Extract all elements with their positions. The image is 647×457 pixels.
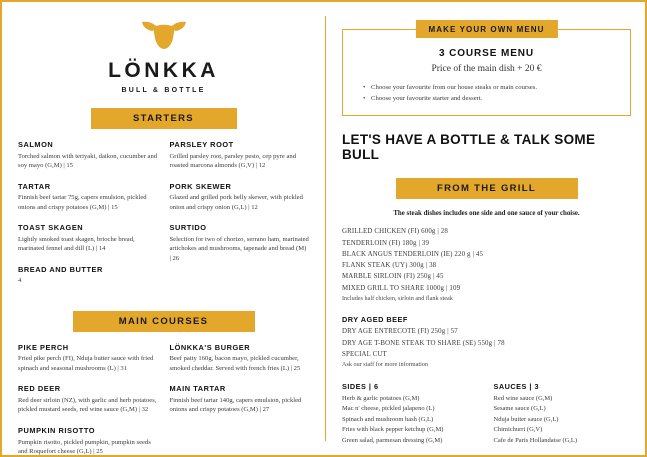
right-column — [326, 2, 645, 455]
course-menu-price: Price of the main dish + 20 € — [431, 64, 542, 74]
course-bullet: • Choose your favourite starter and dessert. — [363, 94, 616, 105]
sauce-item: Cafe de Paris Hollandaise (G,L) — [493, 436, 578, 444]
menu-item — [18, 223, 158, 254]
sauce-item: Nduja butter sauce (G,L) — [493, 415, 559, 423]
item-name: BREAD AND BUTTER — [18, 264, 103, 274]
item-description: Pumpkin risotto, pickled pumpkin, pumpkin seeds and Roquefort cheese (G,L) | 25 — [18, 438, 151, 456]
dry-aged-item: DRY AGE T-BONE STEAK TO SHARE (SE) 550g | 78 — [342, 339, 505, 347]
grill-item: MARBLE SIRLOIN (FI) 250g | 45 — [342, 273, 444, 281]
menu-item — [170, 384, 310, 415]
menu-item — [170, 343, 310, 374]
make-your-own-menu-box — [342, 29, 631, 116]
sauces-heading: SAUCES | 3 — [493, 382, 540, 392]
starters-grid — [18, 140, 309, 297]
menu-columns — [2, 2, 645, 455]
bull-head-icon — [18, 20, 309, 55]
menu-item — [170, 140, 310, 171]
item-description: Red deer sirloin (NZ), with garlic and herb potatoes, pickled mustard seeds, red wine sauce (G,M) | 32 — [18, 396, 157, 414]
item-name: PARSLEY ROOT — [169, 140, 234, 149]
menu-item — [18, 265, 158, 286]
menu-item — [170, 182, 310, 213]
dry-aged-note: Ask our staff for more information — [342, 361, 428, 369]
sides-section — [342, 382, 480, 446]
item-name: TARTAR — [18, 181, 51, 191]
item-description: 4 — [18, 277, 22, 285]
grill-item: FLANK STEAK (UY) 300g | 38 — [342, 262, 437, 270]
mains-right-column — [170, 343, 310, 457]
mains-grid — [18, 343, 309, 457]
make-your-own-menu-section — [342, 20, 631, 116]
item-name: SURTIDO — [169, 223, 207, 233]
grill-note: The steak dishes includes one side and one sauce of your choise. — [393, 210, 580, 218]
sides-heading: SIDES | 6 — [342, 382, 379, 392]
item-description: Finnish beef tartar 75g, capers emulsion, pickled onions and crispy potatoes (G,M) | 15 — [18, 194, 147, 211]
mixed-grill-note: Includes half chicken, sirloin and flank steak — [342, 294, 453, 302]
item-name: PIKE PERCH — [18, 342, 69, 352]
grill-item: GRILLED CHICKEN (FI) 600g | 28 — [342, 228, 448, 236]
side-item: Fries with black pepper ketchup (G,M) — [342, 426, 444, 434]
mains-left-column — [18, 343, 158, 457]
grill-item: TENDERLOIN (FI) 180g | 39 — [342, 239, 430, 247]
sides-and-sauces — [342, 382, 631, 446]
menu-item — [18, 343, 158, 374]
item-description: Finnish beef tartar 140g, capers emulsion, pickled onions and crispy potatoes (G,M) | 27 — [169, 396, 302, 414]
dry-aged-item: DRY AGE ENTRECOTE (FI) 250g | 57 — [342, 328, 458, 336]
item-name: MAIN TARTAR — [169, 384, 226, 394]
menu-item — [18, 140, 158, 171]
sauce-item: Chimichurri (G,V) — [493, 426, 543, 434]
course-menu-title: 3 COURSE MENU — [438, 48, 535, 59]
dry-aged-beef-section — [342, 315, 631, 370]
sauce-item: Sesame sauce (G,L) — [493, 405, 546, 413]
item-name: TOAST SKAGEN — [18, 223, 84, 233]
item-name: SALMON — [18, 140, 54, 149]
item-description: Grilled parsley root, parsley pesto, cep pyre and roasted marcona almonds (G,V) | 12 — [169, 152, 297, 170]
dry-aged-item: SPECIAL CUT — [342, 350, 387, 358]
item-description: Selection for two of chorizo, serrano ham, marinated artichokes and mushrooms, tapenade and bread (M) | 26 — [169, 235, 309, 262]
item-description: Glazed and grilled pork belly skewer, with pickled onion and crispy onion (G,L) | 12 — [169, 194, 303, 211]
sauce-item: Red wine sauce (G,M) — [493, 394, 553, 402]
item-name: PORK SKEWER — [169, 181, 232, 191]
menu-item — [18, 426, 158, 457]
starters-banner: STARTERS — [91, 108, 237, 129]
menu-item — [18, 182, 158, 213]
item-description: Torched salmon with teriyaki, daikon, cucumber and soy mayo (G,M) | 15 — [18, 152, 158, 170]
dry-aged-heading: DRY AGED BEEF — [342, 314, 408, 324]
side-item: Green salad, parmesan dressing (G,M) — [342, 436, 443, 444]
left-column — [2, 2, 325, 455]
bottle-tagline: LET'S HAVE A BOTTLE & TALK SOME BULL — [342, 132, 596, 163]
side-item: Spinach and mushroom hash (G,L) — [342, 415, 434, 423]
item-name: PUMPKIN RISOTTO — [18, 426, 96, 436]
item-description: Fried pike perch (FI), Nduja butter sauce with fried spinach and seasonal mushrooms (L) | 31 — [18, 355, 154, 372]
grill-items-list — [342, 226, 631, 303]
main-courses-banner: MAIN COURSES — [73, 311, 255, 332]
item-description: Lightly smoked toast skagen, brioche bread, marinated fennel and dill (L) | 14 — [18, 235, 135, 253]
from-the-grill-banner: FROM THE GRILL — [396, 178, 578, 199]
item-description: Beef patty 160g, bacon mayo, pickled cucumber, smoked cheddar. Served with french fries (L) | 25 — [169, 355, 301, 372]
grill-item: MIXED GRILL TO SHARE 1000g | 109 — [342, 284, 461, 292]
menu-item — [18, 384, 158, 415]
menu-item — [170, 223, 310, 263]
brand-logo — [18, 20, 309, 94]
item-name: RED DEER — [18, 384, 61, 394]
course-bullet: • Choose your favourite from our house steaks or main courses. — [363, 83, 616, 94]
side-item: Mac n' cheese, pickled jalapeno (L) — [342, 405, 435, 413]
side-item: Herb & garlic potatoes (G,M) — [342, 394, 420, 402]
make-your-own-menu-tag: MAKE YOUR OWN MENU — [415, 20, 557, 38]
course-menu-bullets — [357, 83, 616, 104]
grill-item: BLACK ANGUS TENDERLOIN (IE) 220 g | 45 — [342, 250, 484, 258]
starters-right-column — [170, 140, 310, 297]
brand-name: LÖNKKA — [108, 59, 219, 82]
starters-left-column — [18, 140, 158, 297]
sauces-section — [494, 382, 632, 446]
item-name: LÖNKKA'S BURGER — [169, 342, 251, 352]
brand-subtitle: BULL & BOTTLE — [121, 87, 206, 94]
